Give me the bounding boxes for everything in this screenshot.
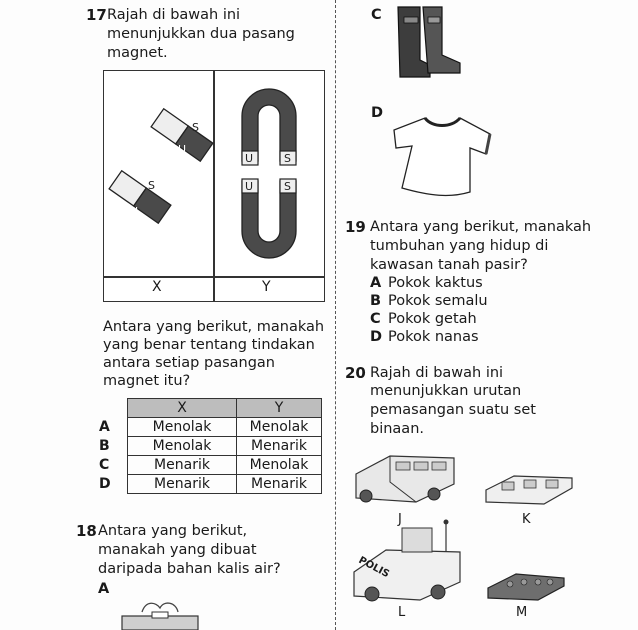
q19-number: 19 bbox=[345, 218, 366, 236]
label-l: L bbox=[398, 605, 406, 620]
q17-line-2: menunjukkan dua pasang bbox=[107, 26, 295, 42]
q17-magnet-figure bbox=[103, 70, 325, 302]
q17-line-3: magnet. bbox=[107, 45, 168, 61]
q19-option-b[interactable]: B Pokok semalu bbox=[370, 293, 488, 309]
label-m: M bbox=[516, 605, 528, 620]
q17-stem-1: Antara yang berikut, manakah bbox=[103, 319, 325, 335]
q18-option-d[interactable]: D bbox=[371, 105, 384, 121]
q19-option-c[interactable]: C Pokok getah bbox=[370, 311, 477, 327]
cell-x: Menarik bbox=[128, 475, 237, 494]
table-header-y: Y bbox=[237, 399, 322, 418]
q18-line-1: Antara yang berikut, bbox=[98, 523, 248, 539]
q20-line-1: Rajah di bawah ini bbox=[370, 365, 504, 381]
q17-stem-3: antara setiap pasangan bbox=[103, 355, 275, 371]
police-car-text: POLIS bbox=[356, 554, 392, 581]
table-row[interactable] bbox=[95, 418, 322, 437]
table-header-x: X bbox=[128, 399, 237, 418]
horseshoe-magnets-icon bbox=[214, 71, 324, 276]
lego-car-j-icon bbox=[350, 448, 460, 508]
q18-line-2: manakah yang dibuat bbox=[98, 542, 257, 558]
q20-number: 20 bbox=[345, 364, 366, 382]
q18-line-3: daripada bahan kalis air? bbox=[98, 561, 281, 577]
q20-line-2: menunjukkan urutan bbox=[370, 383, 522, 399]
q20-line-4: binaan. bbox=[370, 421, 424, 437]
cell-y: Menarik bbox=[237, 475, 322, 494]
cell-x: Menolak bbox=[128, 437, 237, 456]
svg-text:S: S bbox=[284, 152, 291, 165]
q17-stem-4: magnet itu? bbox=[103, 373, 191, 389]
cell-y: Menolak bbox=[237, 418, 322, 437]
option-letter: B bbox=[99, 438, 110, 454]
svg-text:S: S bbox=[284, 180, 291, 193]
lego-plate-m-icon bbox=[486, 570, 566, 604]
figure-label-y: Y bbox=[262, 279, 271, 295]
tissue-box-icon bbox=[120, 600, 200, 630]
q17-answer-table bbox=[95, 398, 322, 494]
cell-x: Menarik bbox=[128, 456, 237, 475]
q19-line-3: kawasan tanah pasir? bbox=[370, 257, 528, 273]
svg-text:U: U bbox=[130, 205, 139, 218]
column-divider bbox=[335, 0, 336, 630]
option-letter: A bbox=[99, 419, 110, 435]
q19-option-d[interactable]: D Pokok nanas bbox=[370, 329, 479, 345]
q19-option-a[interactable]: A Pokok kaktus bbox=[370, 275, 483, 291]
t-shirt-icon bbox=[390, 112, 500, 202]
q18-option-c[interactable]: C bbox=[371, 7, 382, 23]
svg-text:S: S bbox=[192, 121, 199, 134]
figure-label-x: X bbox=[152, 279, 162, 295]
svg-text:U: U bbox=[245, 180, 254, 193]
svg-text:U: U bbox=[178, 143, 187, 156]
q19-line-2: tumbuhan yang hidup di bbox=[370, 238, 549, 254]
q17-line-1: Rajah di bawah ini bbox=[107, 7, 241, 23]
bar-magnets-icon bbox=[104, 71, 213, 276]
option-letter: D bbox=[99, 476, 111, 492]
q17-number: 17 bbox=[86, 6, 107, 24]
table-row[interactable] bbox=[95, 437, 322, 456]
q19-line-1: Antara yang berikut, manakah bbox=[370, 219, 592, 235]
option-letter: C bbox=[99, 457, 110, 473]
lego-base-k-icon bbox=[484, 468, 574, 508]
table-row[interactable] bbox=[95, 475, 322, 494]
svg-text:U: U bbox=[245, 152, 254, 165]
cell-y: Menarik bbox=[237, 437, 322, 456]
q18-option-a[interactable]: A bbox=[98, 581, 110, 597]
cell-y: Menolak bbox=[237, 456, 322, 475]
svg-text:S: S bbox=[148, 179, 155, 192]
rubber-boots-icon bbox=[390, 5, 470, 85]
q17-stem-2: yang benar tentang tindakan bbox=[103, 337, 315, 353]
label-j: J bbox=[398, 512, 402, 527]
q18-number: 18 bbox=[76, 522, 97, 540]
table-row[interactable] bbox=[95, 456, 322, 475]
q20-line-3: pemasangan suatu set bbox=[370, 402, 536, 418]
label-k: K bbox=[522, 512, 531, 527]
cell-x: Menolak bbox=[128, 418, 237, 437]
